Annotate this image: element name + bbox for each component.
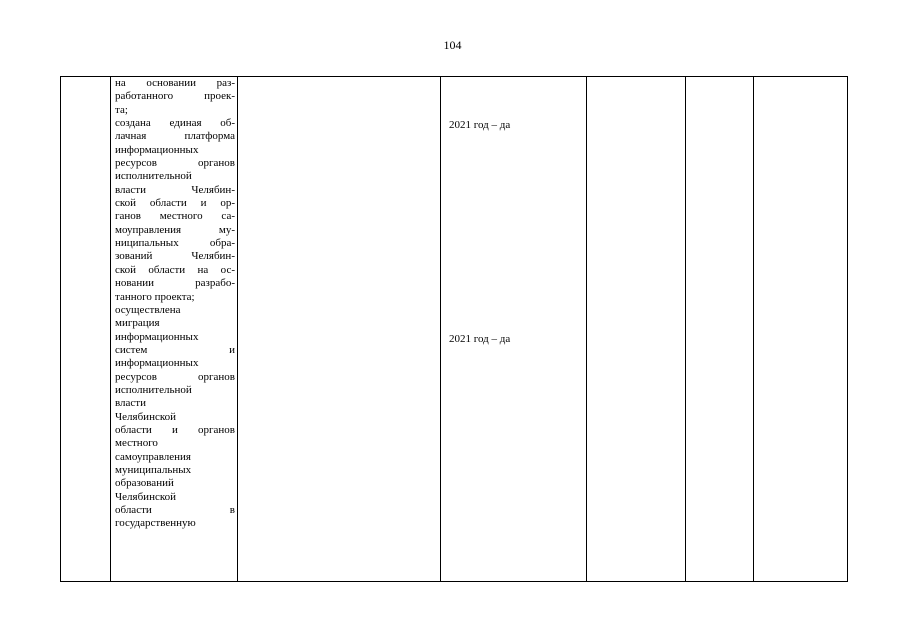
description-line: исполнительной <box>115 383 192 396</box>
table-cell-empty <box>587 77 686 582</box>
description-line: танного проекта; <box>115 290 195 303</box>
description-line: области в <box>115 504 235 516</box>
description-line: ресурсов органов <box>115 157 235 170</box>
document-table <box>60 76 848 582</box>
description-line: моуправления му- <box>115 223 235 236</box>
description-line: ниципальных обра- <box>115 237 235 250</box>
description-line: информационных <box>115 330 199 343</box>
description-line: миграция <box>115 317 160 330</box>
description-line: местного <box>115 437 158 450</box>
description-line: работанного проек- <box>115 90 235 103</box>
description-line: области и органов <box>115 423 235 436</box>
table-cell-description <box>111 77 238 582</box>
table-cell-empty <box>754 77 848 582</box>
description-line: ганов местного са- <box>115 210 235 223</box>
description-line: осуществлена <box>115 303 181 316</box>
description-line: муниципальных <box>115 463 192 476</box>
description-line: власти <box>115 397 146 410</box>
description-line: Челябинской <box>115 490 177 503</box>
description-line: новании разрабо- <box>115 277 235 290</box>
table-cell-empty <box>238 77 441 582</box>
description-line: образований <box>115 477 174 490</box>
description-line: информационных <box>115 357 199 370</box>
description-line: ресурсов органов <box>115 370 235 383</box>
value-item: 2021 год – да <box>449 119 511 132</box>
description-line: исполнительной <box>115 170 192 183</box>
description-line: государственную <box>115 517 196 530</box>
description-line: создана единая об- <box>115 117 235 130</box>
table-row <box>61 77 848 582</box>
description-line: та; <box>115 103 128 116</box>
description-line: информационных <box>115 143 199 156</box>
description-line: власти Челябин- <box>115 183 235 196</box>
description-line: Челябинской <box>115 410 177 423</box>
table-cell-number <box>61 77 111 582</box>
description-line: самоуправления <box>115 450 191 463</box>
description-line: систем и <box>115 343 235 356</box>
description-line: зований Челябин- <box>115 250 235 263</box>
description-line: ской области на ос- <box>115 263 235 276</box>
description-line: лачная платформа <box>115 130 235 143</box>
page-number: 104 <box>443 38 462 52</box>
table-cell-empty <box>686 77 754 582</box>
table-cell-value <box>441 77 587 582</box>
value-item: 2021 год – да <box>449 332 511 345</box>
description-line: ской области и ор- <box>115 197 235 210</box>
description-line: на основании раз- <box>115 77 235 89</box>
